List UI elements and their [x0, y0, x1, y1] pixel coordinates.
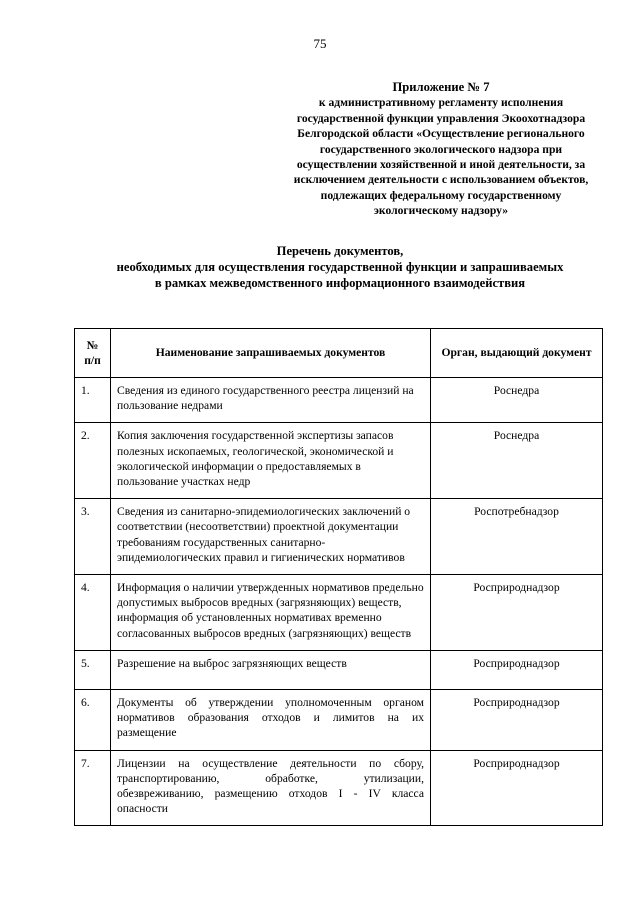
- appendix-line: подлежащих федеральному государственному: [320, 188, 562, 202]
- table-row: [75, 575, 603, 651]
- row-issuing-body: Росприроднадзор: [431, 690, 603, 751]
- row-num: 7.: [75, 750, 111, 826]
- table-row: [75, 750, 603, 826]
- row-document-name: Разрешение на выброс загрязняющих веществ: [111, 650, 431, 689]
- appendix-block: [272, 80, 610, 219]
- table-header-row: [75, 329, 603, 378]
- documents-table: [74, 328, 603, 826]
- row-issuing-body: Росприроднадзор: [431, 750, 603, 826]
- appendix-line: исключением деятельности с использованием объектов,: [293, 173, 589, 187]
- row-document-name: Информация о наличии утвержденных нормативов предельно допустимых выбросов вредных (загрязняющих) веществ, информация об установленных нормативах временно согласованных выбросов вредных (загрязняющих) веществ: [111, 575, 431, 651]
- appendix-line: Белгородской области «Осуществление регионального: [297, 127, 585, 141]
- row-num: 3.: [75, 499, 111, 575]
- row-issuing-body: Роснедра: [431, 378, 603, 423]
- row-num: 2.: [75, 423, 111, 499]
- appendix-line: государственного экологического надзора при: [319, 142, 563, 156]
- row-issuing-body: Роспотребнадзор: [431, 499, 603, 575]
- table-row: [75, 650, 603, 689]
- header-org: Орган, выдающий документ: [431, 329, 603, 378]
- heading-line: необходимых для осуществления государственной функции и запрашиваемых: [116, 260, 564, 274]
- row-issuing-body: Росприроднадзор: [431, 575, 603, 651]
- row-document-name: Сведения из санитарно-эпидемиологических заключений о соответствии (несоответствии) проектной документации требованиям государственных санитарно-эпидемиологических правил и гигиенических нормативов: [111, 499, 431, 575]
- row-issuing-body: Росприроднадзор: [431, 650, 603, 689]
- header-num: № п/п: [75, 329, 111, 378]
- heading-line: Перечень документов,: [276, 244, 404, 258]
- row-num: 4.: [75, 575, 111, 651]
- table-row: [75, 378, 603, 423]
- header-name: Наименование запрашиваемых документов: [111, 329, 431, 378]
- row-document-name: Документы об утверждении уполномоченным органом нормативов образования отходов и лимитов на их размещение: [111, 690, 431, 751]
- row-num: 1.: [75, 378, 111, 423]
- row-document-name: Лицензии на осуществление деятельности по сбору, транспортированию, обработке, утилизации, обезвреживанию, размещению отходов I - IV класса опасности: [111, 750, 431, 826]
- row-issuing-body: Роснедра: [431, 423, 603, 499]
- appendix-line: к административному регламенту исполнения: [318, 96, 564, 110]
- row-num: 6.: [75, 690, 111, 751]
- appendix-line: осуществлении хозяйственной и иной деятельности, за: [296, 158, 586, 172]
- row-num: 5.: [75, 650, 111, 689]
- appendix-line: экологическому надзору»: [373, 204, 509, 218]
- appendix-title: Приложение № 7: [392, 80, 490, 94]
- heading-line: в рамках межведомственного информационного взаимодействия: [154, 276, 526, 290]
- page-number: 75: [313, 36, 327, 51]
- table-row: [75, 423, 603, 499]
- row-document-name: Сведения из единого государственного реестра лицензий на пользование недрами: [111, 378, 431, 423]
- table-row: [75, 690, 603, 751]
- document-heading: [60, 243, 620, 291]
- appendix-line: государственной функции управления Экоохотнадзора: [296, 111, 586, 125]
- table-row: [75, 499, 603, 575]
- row-document-name: Копия заключения государственной экспертизы запасов полезных ископаемых, геологической, экономической и экологической информации о предоставляемых в пользование участках недр: [111, 423, 431, 499]
